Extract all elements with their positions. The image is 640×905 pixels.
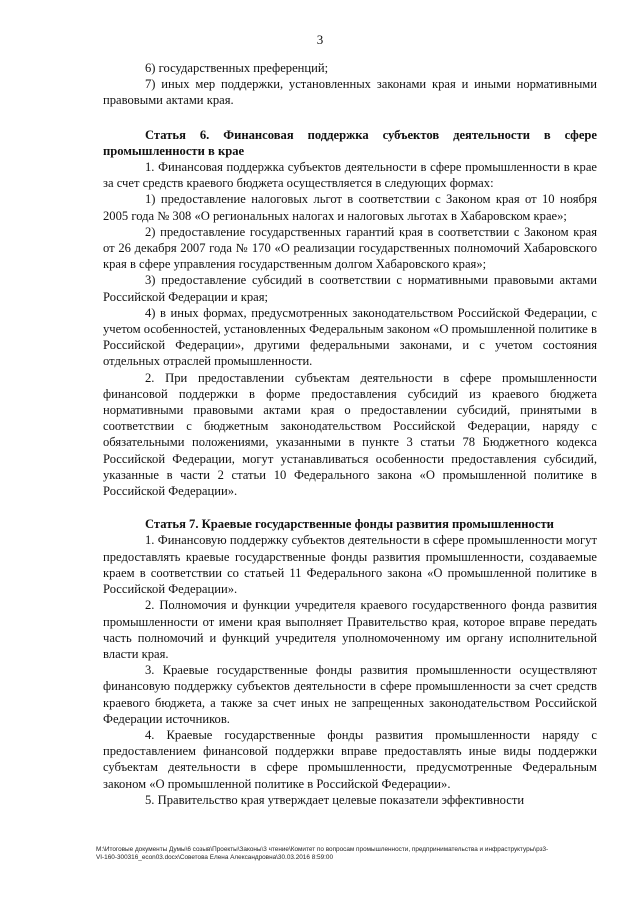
file-path-line: M:\Итоговые документы Думы\6 созыв\Проекты\Законы\3 чтение\Комитет по вопросам промышленности, предпринимательства и инфраструктуры\рз3- [96, 846, 549, 853]
article-6-paragraph: 1) предоставление налоговых льгот в соответствии с Законом края от 10 ноября 2005 года № 308 «О региональных налогах и налоговых льготах в Хабаровском крае»; [103, 192, 597, 223]
file-path-line: VI-160-300316_econ03.docx\Советова Елена Александровна\30.03.2016 8:59:00 [96, 854, 334, 861]
spacer [103, 499, 597, 516]
list-item-6: 6) государственных преференций; [145, 61, 329, 75]
page-number: 3 [316, 32, 324, 47]
list-item-7: 7) иных мер поддержки, установленных законами края и иными нормативными правовыми актами края. [103, 77, 597, 108]
article-7-paragraph: 3. Краевые государственные фонды развития промышленности осуществляют финансовую поддержку субъектов деятельности в сфере промышленности за счет средств краевого бюджета, а также за счет иных не запрещенных законодательством Российской Федерации источников. [103, 663, 597, 726]
article-6-title: Статья 6. Финансовая поддержка субъектов деятельности в сфере промышленности в крае [103, 127, 597, 158]
document-footer [96, 846, 616, 862]
article-6-paragraph: 2. При предоставлении субъектам деятельности в сфере промышленности финансовой поддержки в форме предоставления субсидий из краевого бюджета нормативными правовыми актами края о предоставлении субсидий, принятыми в соответствии с бюджетным законодательством Российской Федерации, наряду с обязательными положениями, указанными в пункте 3 статьи 78 Бюджетного кодекса Российской Федерации, могут устанавливаться особенности предоставления субсидий, указанные в части 2 статьи 10 Федерального закона «О промышленной политике в Российской Федерации». [103, 370, 597, 499]
article-6-paragraph: 1. Финансовая поддержка субъектов деятельности в сфере промышленности в крае за счет средств краевого бюджета осуществляется в следующих формах: [103, 160, 597, 191]
article-6-paragraph: 2) предоставление государственных гарантий края в соответствии с Законом края от 26 декабря 2007 года № 170 «О реализации государственных полномочий Хабаровского края в сфере управления государственным долгом Хабаровского края»; [103, 224, 597, 272]
article-7-paragraph: 2. Полномочия и функции учредителя краевого государственного фонда развития промышленности от имени края выполняет Правительство края, которое вправе передать часть полномочий и функций учредителя уполномоченному им органу исполнительной власти края. [103, 598, 597, 661]
article-6-paragraph: 4) в иных формах, предусмотренных законодательством Российской Федерации, с учетом особенностей, установленных Федеральным законом «О промышленной политике в Российской Федерации», другими федеральными законами, и с учетом состояния отдельных отраслей промышленности. [103, 305, 597, 369]
article-7-title: Статья 7. Краевые государственные фонды развития промышленности [145, 517, 554, 532]
article-7-paragraph: 1. Финансовую поддержку субъектов деятельности в сфере промышленности могут предоставлять краевые государственные фонды развития промышленности, создаваемые краем в соответствии со статьей 11 Федерального закона «О промышленной политике в Российской Федерации». [103, 533, 597, 597]
article-7-paragraph: 4. Краевые государственные фонды развития промышленности наряду с предоставлением финансовой поддержки вправе предоставлять иные виды поддержки субъектам деятельности в сфере промышленности, предусмотренные Федеральным законом «О промышленной политике в Российской Федерации». [103, 727, 597, 791]
article-6-paragraph: 3) предоставление субсидий в соответствии с нормативными правовыми актами Российской Федерации и края; [103, 273, 597, 304]
spacer [103, 109, 597, 127]
document-body [103, 60, 597, 808]
article-7-paragraph: 5. Правительство края утверждает целевые показатели эффективности [145, 792, 525, 807]
